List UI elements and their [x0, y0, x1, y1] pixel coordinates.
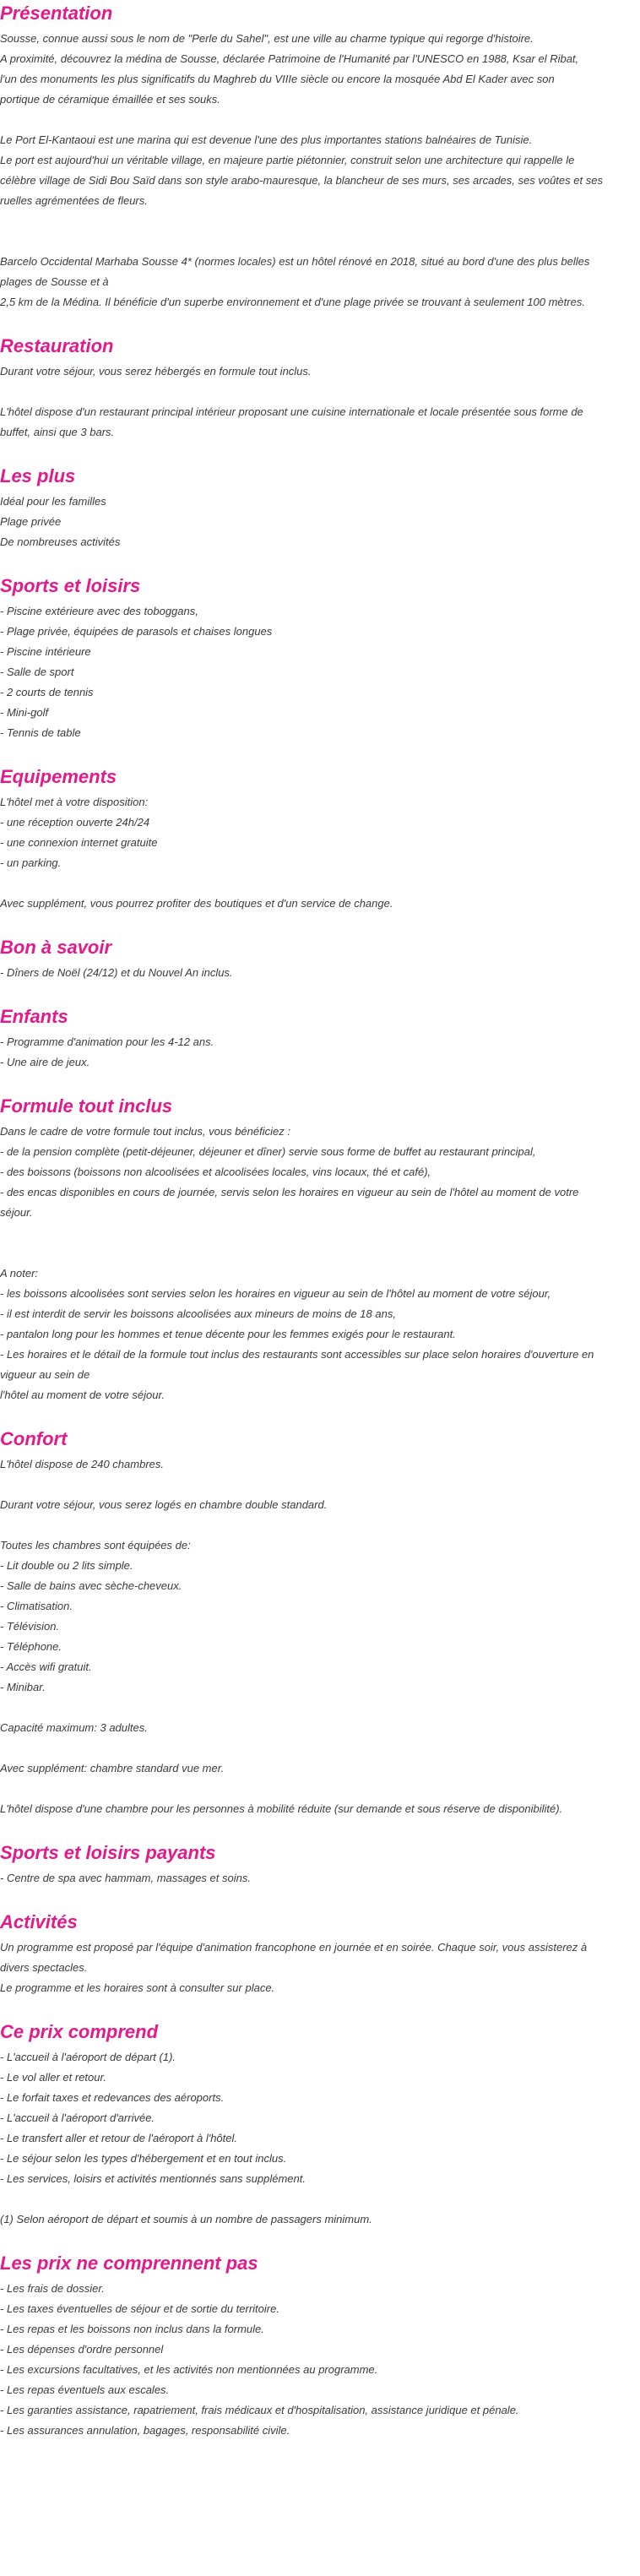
section-gap [0, 312, 635, 333]
blank-line [0, 382, 635, 402]
section-title: Restauration [0, 335, 114, 356]
text-line: Avec supplément, vous pourrez profiter des boutiques et d'un service de change. [0, 897, 393, 910]
text-line: - Lit double ou 2 lits simple. [0, 1559, 133, 1572]
text-line: A noter: [0, 1267, 39, 1280]
section-sports-payants [0, 1840, 635, 1909]
blank-line [0, 1475, 635, 1495]
text-line: - 2 courts de tennis [0, 686, 94, 698]
section-gap [0, 1073, 635, 1093]
section-activites [0, 1909, 635, 2019]
section-gap [0, 1405, 635, 1426]
text-line: célèbre village de Sidi Bou Saïd dans son style arabo-mauresque, la blancheur de ses murs, ses arcades, ses voûtes et ses [0, 174, 603, 187]
text-line: Plage privée [0, 515, 62, 528]
section-title: Sports et loisirs payants [0, 1842, 216, 1863]
section-bon-a-savoir [0, 934, 635, 1003]
text-line: - une réception ouverte 24h/24 [0, 816, 150, 829]
section-prix-comprend [0, 2019, 635, 2250]
text-line: séjour. [0, 1206, 33, 1219]
section-gap [0, 443, 635, 463]
text-line: - Le transfert aller et retour de l'aéroport à l'hôtel. [0, 2132, 237, 2144]
blank-line [0, 211, 635, 231]
text-line: - Téléphone. [0, 1640, 62, 1653]
text-line: - Les taxes éventuelles de séjour et de sortie du territoire. [0, 2302, 279, 2315]
section-equipements [0, 764, 635, 934]
text-line: - Minibar. [0, 1681, 46, 1693]
text-line: Avec supplément: chambre standard vue mer. [0, 1762, 225, 1774]
text-line: - Le forfait taxes et redevances des aéroports. [0, 2091, 225, 2104]
blank-line [0, 873, 635, 894]
section-title: Equipements [0, 766, 117, 787]
text-line: - pantalon long pour les hommes et tenue décente pour les femmes exigés pour le restaurant. [0, 1328, 456, 1340]
text-line: Un programme est proposé par l'équipe d'animation francophone en journée et en soirée. Chaque soir, vous assisterez à [0, 1941, 588, 1954]
text-line: - Les excursions facultatives, et les activités non mentionnées au programme. [0, 2363, 378, 2376]
text-line: l'un des monuments les plus significatifs du Maghreb du VIIIe siècle ou encore la mosquée Abd El Kader avec son [0, 73, 555, 85]
blank-line [0, 1779, 635, 1799]
text-line: - Tennis de table [0, 726, 81, 739]
text-line: portique de céramique émaillée et ses souks. [0, 93, 220, 106]
section-gap [0, 2230, 635, 2250]
text-line: Barcelo Occidental Marhaba Sousse 4* (normes locales) est un hôtel rénové en 2018, situé au bord d'une des plus belles [0, 255, 590, 268]
blank-line [0, 1515, 635, 1535]
text-line: - Salle de bains avec sèche-cheveux. [0, 1579, 182, 1592]
section-gap [0, 743, 635, 764]
section-title: Enfants [0, 1006, 68, 1027]
section-confort [0, 1426, 635, 1840]
text-line: - Plage privée, équipées de parasols et chaises longues [0, 625, 273, 638]
text-line: Idéal pour les familles [0, 495, 106, 508]
text-line: - Piscine extérieure avec des toboggans, [0, 605, 198, 617]
section-presentation [0, 0, 635, 333]
section-gap [0, 2441, 635, 2461]
text-line: Le port est aujourd'hui un véritable village, en majeure partie piétonnier, construit selon une architecture qui rappelle le [0, 154, 575, 166]
text-line: De nombreuses activités [0, 535, 121, 548]
section-title: Les prix ne comprennent pas [0, 2253, 258, 2274]
text-line: - des encas disponibles en cours de journée, servis selon les horaires en vigueur au sein de l'hôtel au moment de votre [0, 1186, 579, 1198]
section-title: Bon à savoir [0, 937, 112, 958]
section-title: Sports et loisirs [0, 575, 141, 596]
text-line: L'hôtel dispose d'un restaurant principal intérieur proposant une cuisine internationale et locale présentée sous forme de [0, 405, 583, 418]
section-title: Confort [0, 1428, 68, 1449]
text-line: - les boissons alcoolisées sont servies selon les horaires en vigueur au sein de l'hôtel au moment de votre séjour, [0, 1287, 551, 1300]
blank-line [0, 1738, 635, 1758]
text-line: (1) Selon aéroport de départ et soumis à un nombre de passagers minimum. [0, 2213, 372, 2225]
section-title: Activités [0, 1911, 78, 1932]
section-les-plus [0, 463, 635, 573]
blank-line [0, 231, 635, 252]
text-line: - de la pension complète (petit-déjeuner, déjeuner et dîner) servie sous forme de buffet au restaurant principal, [0, 1145, 536, 1158]
section-title: Formule tout inclus [0, 1095, 173, 1117]
text-line: l'hôtel au moment de votre séjour. [0, 1389, 165, 1401]
section-title: Les plus [0, 465, 76, 486]
section-formule-tout-inclus [0, 1093, 635, 1426]
text-line: Le programme et les horaires sont à consulter sur place. [0, 1981, 275, 1994]
text-line: - Télévision. [0, 1620, 60, 1633]
text-line: Capacité maximum: 3 adultes. [0, 1721, 148, 1734]
section-gap [0, 983, 635, 1003]
text-line: Dans le cadre de votre formule tout inclus, vous bénéficiez : [0, 1125, 290, 1138]
text-line: - une connexion internet gratuite [0, 836, 158, 849]
section-gap [0, 1819, 635, 1840]
text-line: buffet, ainsi que 3 bars. [0, 426, 115, 438]
text-line: - Le séjour selon les types d'hébergement et en tout inclus. [0, 2152, 287, 2165]
text-line: - Mini-golf [0, 706, 49, 719]
text-line: L'hôtel dispose d'une chambre pour les personnes à mobilité réduite (sur demande et sous réserve de disponibilité). [0, 1802, 563, 1815]
section-enfants [0, 1003, 635, 1093]
section-gap [0, 914, 635, 934]
blank-line [0, 1243, 635, 1264]
text-line: - Accès wifi gratuit. [0, 1660, 92, 1673]
text-line: - Les horaires et le détail de la formule tout inclus des restaurants sont accessibles sur place selon horaires d'ouverture en [0, 1348, 594, 1361]
text-line: - il est interdit de servir les boissons alcoolisées aux mineurs de moins de 18 ans, [0, 1307, 396, 1320]
text-line: - Piscine intérieure [0, 645, 91, 658]
text-line: - Centre de spa avec hammam, massages et soins. [0, 1872, 251, 1884]
text-line: - Les garanties assistance, rapatriement, frais médicaux et d'hospitalisation, assistance juridique et pénale. [0, 2404, 519, 2416]
text-line: - Le vol aller et retour. [0, 2071, 106, 2084]
text-line: - Les frais de dossier. [0, 2282, 105, 2295]
section-gap [0, 552, 635, 573]
section-sports-loisirs [0, 573, 635, 764]
section-gap [0, 1998, 635, 2019]
text-line: L'hôtel dispose de 240 chambres. [0, 1458, 164, 1470]
text-line: A proximité, découvrez la médina de Sousse, déclarée Patrimoine de l'Humanité par l'UNESCO en 1988, Ksar el Ribat, [0, 52, 579, 65]
text-line: - L'accueil à l'aéroport d'arrivée. [0, 2111, 155, 2124]
text-line: - Les repas éventuels aux escales. [0, 2383, 170, 2396]
section-restauration [0, 333, 635, 463]
text-line: - Les repas et les boissons non inclus dans la formule. [0, 2323, 264, 2335]
text-line: - Salle de sport [0, 666, 74, 678]
text-line: - Une aire de jeux. [0, 1056, 90, 1068]
text-line: - un parking. [0, 856, 62, 869]
text-line: - des boissons (boissons non alcoolisées et alcoolisées locales, vins locaux, thé et café), [0, 1166, 431, 1178]
section-prix-ne-comprennent-pas [0, 2250, 635, 2461]
blank-line [0, 1223, 635, 1243]
blank-line [0, 1698, 635, 1718]
text-line: plages de Sousse et à [0, 275, 109, 288]
text-line: Durant votre séjour, vous serez hébergés en formule tout inclus. [0, 365, 312, 378]
text-line: - L'accueil à l'aéroport de départ (1). [0, 2051, 176, 2063]
blank-line [0, 2189, 635, 2209]
text-line: 2,5 km de la Médina. Il bénéficie d'un superbe environnement et d'une plage privée se trouvant à seulement 100 mètres. [0, 296, 585, 308]
text-line: ruelles agrémentées de fleurs. [0, 194, 148, 207]
text-line: Le Port El-Kantaoui est une marina qui est devenue l'une des plus importantes stations balnéaires de Tunisie. [0, 133, 533, 146]
text-line: divers spectacles. [0, 1961, 88, 1974]
section-title: Ce prix comprend [0, 2021, 159, 2042]
text-line: Sousse, connue aussi sous le nom de "Perle du Sahel", est une ville au charme typique qui regorge d'histoire. [0, 32, 534, 45]
section-title: Présentation [0, 3, 113, 24]
text-line: - Dîners de Noël (24/12) et du Nouvel An inclus. [0, 966, 233, 979]
text-line: - Programme d'animation pour les 4-12 ans. [0, 1035, 214, 1048]
text-line: Toutes les chambres sont équipées de: [0, 1539, 191, 1552]
text-line: - Climatisation. [0, 1600, 73, 1612]
blank-line [0, 110, 635, 130]
text-line: - Les dépenses d'ordre personnel [0, 2343, 164, 2356]
text-line: - Les services, loisirs et activités mentionnés sans supplément. [0, 2172, 306, 2185]
text-line: - Les assurances annulation, bagages, responsabilité civile. [0, 2424, 290, 2437]
text-line: vigueur au sein de [0, 1368, 90, 1381]
text-line: Durant votre séjour, vous serez logés en chambre double standard. [0, 1498, 328, 1511]
section-gap [0, 1889, 635, 1909]
text-line: L'hôtel met à votre disposition: [0, 796, 149, 808]
